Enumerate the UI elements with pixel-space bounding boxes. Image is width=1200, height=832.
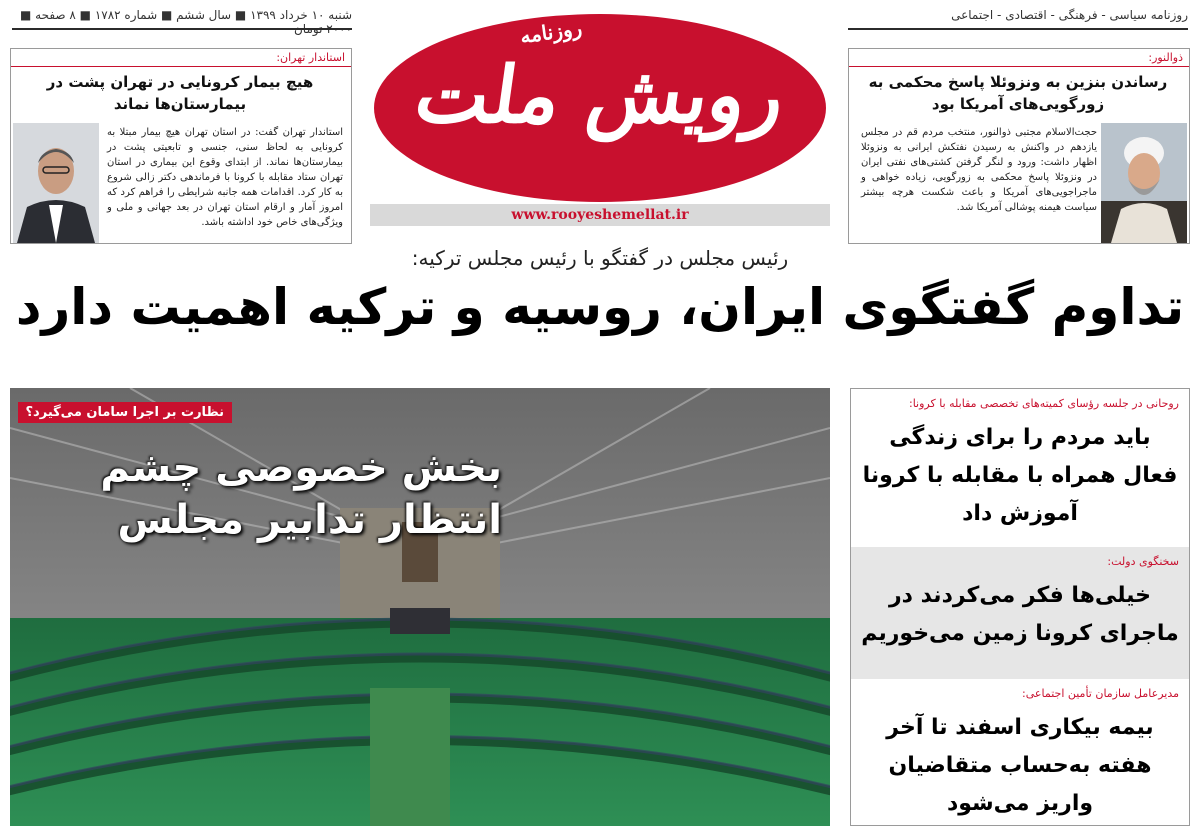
masthead	[370, 4, 830, 226]
story-box-tehran-governor[interactable]	[10, 48, 352, 244]
newspaper-category-line: روزنامه سیاسی - فرهنگی - اقتصادی - اجتماعی	[951, 8, 1188, 22]
main-headline-kicker: رئیس مجلس در گفتگو با رئیس مجلس ترکیه:	[411, 246, 789, 270]
story-kicker: مدیرعامل سازمان تأمین اجتماعی:	[1022, 687, 1179, 700]
logo-title: رویش ملت	[409, 50, 791, 141]
website-url[interactable]: www.rooyeshemellat.ir	[370, 204, 830, 226]
story-headline[interactable]: هیچ بیمار کرونایی در تهران پشت در بیمارستان‌ها نماند	[46, 73, 314, 113]
news-story[interactable]	[851, 389, 1189, 547]
story-headline[interactable]: رساندن بنزین به ونزوئلا پاسخ محکمی به زورگویی‌های آمریکا بود	[868, 73, 1168, 113]
portrait-photo	[1101, 123, 1187, 243]
news-story[interactable]	[851, 547, 1189, 679]
story-headline[interactable]: خیلی‌ها فکر می‌کردند در ماجرای کرونا زمین می‌خوریم	[861, 583, 1179, 646]
main-headline[interactable]: تداوم گفتگوی ایران، روسیه و ترکیه اهمیت دارد	[15, 278, 1185, 336]
story-headline[interactable]: باید مردم را برای زندگی فعال همراه با مقابله با کرونا آموزش داد	[862, 425, 1178, 526]
right-news-column	[850, 388, 1190, 826]
meta-divider-left	[12, 28, 352, 30]
logo-subtitle: روزنامه	[518, 15, 584, 49]
story-box-zolnour[interactable]	[848, 48, 1190, 244]
news-story[interactable]	[851, 679, 1189, 825]
meta-divider-right	[848, 28, 1188, 30]
story-body: استاندار تهران گفت: در استان تهران هیچ بیمار مبتلا به کرونایی به لحاظ سنی، جنسی و تابعیتی پشت در بیمارستان‌ها نماند. از ابتدای وقوع این بیماری در استان تهران ستاد مقابله با کرونا با فرماندهی دکتر زالی شروع به کار کرد. اقدامات همه جانبه شرایطی را فراهم کرد که امروز آمار و ارقام استان تهران در بعد جهانی و ملی و ویژگی‌های خاص خود اداشته باشد.	[107, 127, 343, 228]
feature-headline[interactable]: بخش خصوصی چشم انتظار تدابیر مجلس	[100, 445, 502, 543]
feature-kicker-badge: نظارت بر اجرا سامان می‌گیرد؟	[18, 402, 232, 423]
story-body: حجت‌الاسلام مجتبی ذوالنور، منتخب مردم قم در مجلس یازدهم در واکنش به رسیدن نفتکش ایرانی به ونزوئلا اظهار داشت: ورود و لنگر گرفتن کشتی‌های نفتی ایران در ونزوئلا پاسخ محکمی به زورگویی، زیاده خواهی و ماجراجویی‌های آمریکا و باعث شکست هرچه بیشتر سیاست هیمنه پوشالی آمریکا شد.	[861, 127, 1097, 213]
portrait-photo	[13, 123, 99, 243]
story-headline[interactable]: بیمه بیکاری اسفند تا آخر هفته به‌حساب متقاضیان واریز می‌شود	[886, 715, 1154, 816]
story-kicker: روحانی در جلسه رؤسای کمیته‌های تخصصی مقابله با کرونا:	[908, 397, 1179, 410]
issue-info-line: شنبه ۱۰ خرداد ۱۳۹۹ ■ سال ششم ■ شماره ۱۷۸۲ ■ ۸ صفحه ■	[20, 8, 352, 22]
feature-photo-parliament[interactable]	[10, 388, 830, 826]
story-kicker: استاندار تهران:	[11, 49, 351, 67]
story-kicker: ذوالنور:	[849, 49, 1189, 67]
story-kicker: سخنگوی دولت:	[1107, 555, 1179, 568]
